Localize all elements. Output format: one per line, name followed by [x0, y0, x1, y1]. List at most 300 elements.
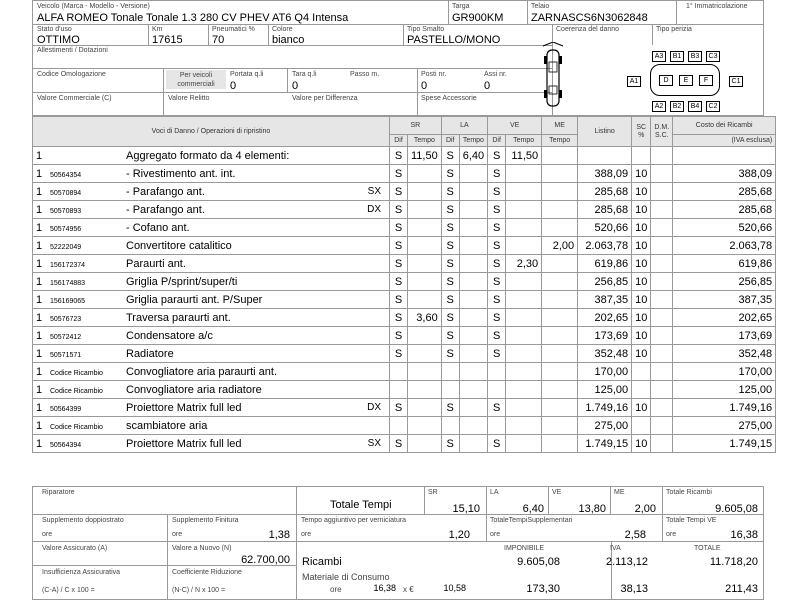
row-qty: 1 [36, 347, 43, 360]
row-dm [651, 309, 673, 327]
table-row [33, 147, 776, 165]
row-code: 50576723 [50, 315, 82, 323]
row-me-tempo [542, 201, 578, 219]
row-code: 50571571 [50, 351, 82, 359]
ve-total: 13,80 [578, 503, 606, 515]
row-qty: 1 [36, 221, 43, 234]
row-la-tempo [459, 399, 487, 417]
listino-header: Listino [578, 117, 632, 147]
row-sr-dif: S [390, 201, 408, 219]
row-costo: 256,85 [673, 273, 776, 291]
formula-ca: (C-A) / C x 100 = [42, 587, 95, 594]
row-la-dif: S [441, 255, 459, 273]
car-topview-icon [541, 42, 565, 114]
zone-a3[interactable]: A3 [652, 51, 666, 62]
row-la-dif: S [441, 273, 459, 291]
table-row [33, 291, 776, 309]
me-total: 2,00 [634, 503, 656, 515]
stato-label: Stato d'uso [37, 26, 72, 33]
row-sc: 10 [632, 435, 651, 453]
row-la-dif: S [441, 345, 459, 363]
la-tempo-header: Tempo [459, 135, 487, 147]
row-side: SX [367, 186, 381, 197]
colore-value: bianco [272, 34, 305, 46]
row-listino: 387,35 [578, 291, 632, 309]
row-costo: 173,69 [673, 327, 776, 345]
row-costo: 285,68 [673, 201, 776, 219]
row-sc: 10 [632, 273, 651, 291]
row-ve-dif [488, 363, 506, 381]
row-ve-dif [488, 417, 506, 435]
row-sr-dif: S [390, 183, 408, 201]
ve-dif-header: Dif [488, 135, 506, 147]
row-sc: 10 [632, 327, 651, 345]
row-listino: 256,85 [578, 273, 632, 291]
row-me-tempo [542, 417, 578, 435]
row-sc [632, 417, 651, 435]
row-me-tempo [542, 363, 578, 381]
row-sr-dif: S [390, 255, 408, 273]
zone-c1[interactable]: C1 [729, 76, 743, 87]
row-listino: 170,00 [578, 363, 632, 381]
row-description-cell [33, 291, 390, 309]
row-qty: 1 [36, 167, 43, 180]
row-la-dif [441, 363, 459, 381]
row-sr-tempo [408, 435, 442, 453]
pneumatici-label: Pneumatici % [212, 26, 255, 33]
row-dm [651, 399, 673, 417]
row-dm [651, 237, 673, 255]
supp-finitura-value: 1,38 [268, 529, 290, 541]
row-ve-tempo [506, 417, 542, 435]
row-listino: 202,65 [578, 309, 632, 327]
km-label: Km [152, 26, 163, 33]
ricambi-totale: 11.718,20 [709, 556, 758, 568]
row-sr-tempo [408, 165, 442, 183]
colore-label: Colore [272, 26, 293, 33]
row-sr-dif: S [390, 237, 408, 255]
row-costo: 388,09 [673, 165, 776, 183]
row-sr-tempo [408, 363, 442, 381]
zone-b2[interactable]: B2 [670, 101, 684, 112]
zone-c3[interactable]: C3 [706, 51, 720, 62]
row-la-tempo [459, 183, 487, 201]
row-dm [651, 417, 673, 435]
row-dm [651, 273, 673, 291]
row-ve-dif: S [488, 183, 506, 201]
row-listino: 275,00 [578, 417, 632, 435]
row-code: 156174883 [50, 279, 86, 287]
materiale-ore-label: ore [330, 585, 342, 594]
tara-value: 0 [292, 80, 299, 92]
table-row [33, 237, 776, 255]
row-sr-tempo [408, 399, 442, 417]
row-code: 50572412 [50, 333, 82, 341]
row-listino: 619,86 [578, 255, 632, 273]
row-costo: 1.749,16 [673, 399, 776, 417]
row-desc: - Parafango ant. [126, 203, 205, 216]
row-description-cell [33, 435, 390, 453]
portata-label: Portata q.li [230, 71, 264, 78]
row-la-dif [441, 417, 459, 435]
allestimenti-label: Allestimenti / Dotazioni [37, 47, 108, 54]
row-desc: Condensatore a/c [126, 329, 213, 342]
row-qty: 1 [36, 239, 43, 252]
formula-nc: (N-C) / N x 100 = [172, 587, 226, 594]
row-ve-tempo [506, 309, 542, 327]
tot-tempi-ve-label: Totale Tempi VE [666, 517, 717, 524]
row-costo: 275,00 [673, 417, 776, 435]
row-qty: 1 [36, 293, 43, 306]
row-ve-tempo: 2,30 [506, 255, 542, 273]
tempo-aggiuntivo-value: 1,20 [448, 529, 470, 541]
row-code: Codice Ricambio [50, 423, 103, 431]
row-code: 50564394 [50, 441, 82, 449]
row-la-dif [441, 381, 459, 399]
row-dm [651, 363, 673, 381]
row-qty: 1 [36, 383, 43, 396]
row-ve-dif: S [488, 291, 506, 309]
row-la-dif: S [441, 201, 459, 219]
row-la-dif: S [441, 165, 459, 183]
valore-relitto-label: Valore Relitto [168, 95, 210, 102]
table-row [33, 183, 776, 201]
table-row [33, 219, 776, 237]
totale-label: TOTALE [694, 545, 721, 552]
row-desc: Convogliatore aria paraurti ant. [126, 365, 278, 378]
row-sr-tempo [408, 345, 442, 363]
sr-total: 15,10 [452, 503, 480, 515]
row-me-tempo [542, 255, 578, 273]
row-sr-tempo [408, 219, 442, 237]
row-dm [651, 291, 673, 309]
row-la-tempo [459, 165, 487, 183]
row-listino: 2.063,78 [578, 237, 632, 255]
telaio-label: Telaio [531, 3, 550, 10]
row-la-tempo [459, 201, 487, 219]
row-ve-dif: S [488, 201, 506, 219]
row-description-cell [33, 183, 390, 201]
zone-a1[interactable]: A1 [627, 76, 641, 87]
row-la-tempo [459, 309, 487, 327]
row-desc: Griglia P/sprint/super/ti [126, 275, 238, 288]
row-sc: 10 [632, 201, 651, 219]
row-desc: - Rivestimento ant. int. [126, 167, 236, 180]
row-ve-dif: S [488, 345, 506, 363]
row-side: DX [367, 204, 381, 215]
row-desc: Radiatore [126, 347, 174, 360]
row-me-tempo [542, 165, 578, 183]
la-total: 6,40 [522, 503, 544, 515]
zone-b1[interactable]: B1 [670, 51, 684, 62]
row-costo: 619,86 [673, 255, 776, 273]
materiale-ore: 16,38 [373, 583, 396, 593]
row-sr-dif: S [390, 219, 408, 237]
row-code: Codice Ricambio [50, 369, 103, 377]
row-dm [651, 147, 673, 165]
row-sr-dif: S [390, 399, 408, 417]
row-ve-dif: S [488, 219, 506, 237]
posti-label: Posti nr. [421, 71, 447, 78]
voci-header: Voci di Danno / Operazioni di ripristino [33, 117, 390, 147]
veicolo-label: Veicolo (Marca - Modello - Versione) [37, 3, 150, 10]
me-total-label: ME [614, 489, 625, 496]
row-sr-dif: S [390, 165, 408, 183]
row-description-cell [33, 399, 390, 417]
telaio-value: ZARNASCS6N3062848 [531, 12, 648, 24]
row-code: 156172374 [50, 261, 86, 269]
sc-header: SC % [632, 117, 651, 147]
tempo-aggiuntivo-ore: ore [301, 531, 312, 538]
row-la-tempo [459, 345, 487, 363]
row-me-tempo [542, 147, 578, 165]
row-desc: Traversa paraurti ant. [126, 311, 231, 324]
zone-b4[interactable]: B4 [688, 101, 702, 112]
valore-commerciale-label: Valore Commerciale (C) [37, 95, 112, 102]
row-sc: 10 [632, 237, 651, 255]
sr-header: SR [390, 117, 442, 135]
table-row [33, 399, 776, 417]
ricambi-label: Ricambi [302, 556, 342, 568]
row-ve-tempo [506, 273, 542, 291]
row-qty: 1 [36, 365, 43, 378]
row-description-cell [33, 363, 390, 381]
row-la-tempo [459, 219, 487, 237]
row-side: DX [367, 402, 381, 413]
row-la-dif: S [441, 237, 459, 255]
pneumatici-value: 70 [212, 34, 225, 46]
row-ve-tempo [506, 399, 542, 417]
posti-value: 0 [421, 80, 428, 92]
row-dm [651, 255, 673, 273]
materiale-label: Materiale di Consumo [302, 572, 390, 582]
totale-tempi-label: Totale Tempi [330, 499, 392, 511]
row-ve-tempo [506, 327, 542, 345]
row-la-dif: S [441, 291, 459, 309]
ve-total-label: VE [552, 489, 562, 496]
row-desc: - Cofano ant. [126, 221, 190, 234]
row-listino: 388,09 [578, 165, 632, 183]
portata-value: 0 [230, 80, 237, 92]
row-ve-tempo [506, 363, 542, 381]
row-listino: 520,66 [578, 219, 632, 237]
supp-doppiostrato-ore: ore [42, 531, 53, 538]
row-code: 50574956 [50, 225, 82, 233]
row-ve-tempo [506, 237, 542, 255]
row-code: 156169065 [50, 297, 86, 305]
table-row [33, 255, 776, 273]
supp-finitura-ore: ore [172, 531, 183, 538]
sr-dif-header: Dif [390, 135, 408, 147]
ricambi-imponibile: 9.605,08 [517, 556, 560, 568]
row-sr-dif: S [390, 345, 408, 363]
km-value: 17615 [152, 34, 183, 46]
row-qty: 1 [36, 437, 43, 450]
row-me-tempo [542, 183, 578, 201]
row-description-cell [33, 255, 390, 273]
per-veicoli-label: Per veicoli commerciali [177, 72, 215, 88]
row-costo: 520,66 [673, 219, 776, 237]
row-description-cell [33, 381, 390, 399]
row-costo: 285,68 [673, 183, 776, 201]
row-la-dif: S [441, 327, 459, 345]
row-side: SX [367, 438, 381, 449]
row-ve-dif [488, 381, 506, 399]
row-la-dif: S [441, 309, 459, 327]
row-sc: 10 [632, 399, 651, 417]
codice-omologazione-label: Codice Omologazione [37, 71, 106, 78]
tot-tempi-supp-label: TotaleTempiSupplementari [490, 517, 573, 524]
row-sr-tempo: 3,60 [408, 309, 442, 327]
assi-label: Assi nr. [484, 71, 507, 78]
coerenza-label: Coerenza del danno [556, 26, 620, 33]
row-sr-dif: S [390, 147, 408, 165]
row-la-dif: S [441, 183, 459, 201]
tipo-smalto-label: Tipo Smalto [407, 26, 445, 33]
me-tempo-header: Tempo [542, 135, 578, 147]
row-qty: 1 [36, 257, 43, 270]
row-sc [632, 363, 651, 381]
row-la-dif: S [441, 399, 459, 417]
row-costo [673, 147, 776, 165]
sr-total-label: SR [428, 489, 438, 496]
immatricolazione-label: 1° Immatricolazione [686, 3, 748, 10]
passo-label: Passo m. [350, 71, 380, 78]
zone-b3[interactable]: B3 [688, 51, 702, 62]
zone-e[interactable]: E [679, 75, 693, 86]
row-qty: 1 [36, 275, 43, 288]
row-sr-dif: S [390, 435, 408, 453]
row-costo: 2.063,78 [673, 237, 776, 255]
row-sc [632, 147, 651, 165]
row-listino: 285,68 [578, 201, 632, 219]
row-description-cell [33, 219, 390, 237]
supp-finitura-label: Supplemento Finitura [172, 517, 239, 524]
table-row [33, 363, 776, 381]
costo-sub-header: (IVA esclusa) [673, 135, 776, 147]
row-la-tempo [459, 273, 487, 291]
row-ve-tempo [506, 435, 542, 453]
row-la-tempo [459, 237, 487, 255]
totale-ricambi-label: Totale Ricambi [666, 489, 712, 496]
valore-differenza-label: Valore per Differenza [292, 95, 358, 102]
zone-a2[interactable]: A2 [652, 101, 666, 112]
row-sr-tempo [408, 255, 442, 273]
row-desc: Proiettore Matrix full led [126, 437, 242, 450]
row-ve-tempo [506, 165, 542, 183]
tot-tempi-supp-value: 2,58 [624, 529, 646, 541]
materiale-iva: 38,13 [620, 583, 648, 595]
zone-f[interactable]: F [699, 75, 713, 86]
la-total-label: LA [490, 489, 499, 496]
row-code: 50570894 [50, 189, 82, 197]
row-costo: 170,00 [673, 363, 776, 381]
row-description-cell [33, 237, 390, 255]
row-sr-tempo [408, 327, 442, 345]
row-costo: 387,35 [673, 291, 776, 309]
tot-tempi-supp-ore: ore [490, 531, 501, 538]
row-qty: 1 [36, 185, 43, 198]
row-me-tempo [542, 309, 578, 327]
row-dm [651, 345, 673, 363]
row-description-cell [33, 345, 390, 363]
assi-value: 0 [484, 80, 491, 92]
row-listino: 125,00 [578, 381, 632, 399]
row-dm [651, 201, 673, 219]
zone-c2[interactable]: C2 [706, 101, 720, 112]
row-me-tempo [542, 435, 578, 453]
row-sr-dif [390, 417, 408, 435]
spese-accessorie-label: Spese Accessorie [421, 95, 477, 102]
table-row [33, 435, 776, 453]
row-ve-dif: S [488, 435, 506, 453]
row-costo: 1.749,15 [673, 435, 776, 453]
row-qty: 1 [36, 419, 43, 432]
coeff-riduzione-label: Coefficiente Riduzione [172, 569, 242, 576]
damage-table [32, 116, 776, 453]
row-sr-dif: S [390, 327, 408, 345]
row-desc: Griglia paraurti ant. P/Super [126, 293, 263, 306]
row-sr-dif [390, 363, 408, 381]
table-row [33, 273, 776, 291]
insufficienza-label: Insufficienza Assicurativa [42, 569, 121, 576]
row-dm [651, 327, 673, 345]
row-code: 50564399 [50, 405, 82, 413]
row-sc: 10 [632, 219, 651, 237]
ve-tempo-header: Tempo [506, 135, 542, 147]
row-sc: 10 [632, 183, 651, 201]
row-qty: 1 [36, 203, 43, 216]
row-description-cell [33, 147, 390, 165]
row-me-tempo [542, 219, 578, 237]
dm-header: D.M. S.C. [651, 117, 673, 147]
valore-nuovo-label: Valore a Nuovo (N) [172, 545, 232, 552]
row-desc: - Parafango ant. [126, 185, 205, 198]
riparatore-label: Riparatore [42, 489, 75, 496]
row-dm [651, 435, 673, 453]
sr-tempo-header: Tempo [408, 135, 442, 147]
row-code: 52222049 [50, 243, 82, 251]
row-la-tempo [459, 381, 487, 399]
row-listino: 285,68 [578, 183, 632, 201]
row-sr-dif: S [390, 291, 408, 309]
row-qty: 1 [36, 401, 43, 414]
row-sc: 10 [632, 309, 651, 327]
row-sr-tempo [408, 381, 442, 399]
row-listino: 1.749,15 [578, 435, 632, 453]
row-ve-tempo [506, 201, 542, 219]
row-me-tempo [542, 327, 578, 345]
row-la-tempo [459, 291, 487, 309]
row-sr-tempo [408, 201, 442, 219]
row-listino [578, 147, 632, 165]
stato-value: OTTIMO [37, 34, 80, 46]
row-me-tempo [542, 399, 578, 417]
row-listino: 1.749,16 [578, 399, 632, 417]
valore-assicurato-label: Valore Assicurato (A) [42, 545, 108, 552]
row-sc: 10 [632, 291, 651, 309]
la-dif-header: Dif [441, 135, 459, 147]
row-sr-dif: S [390, 273, 408, 291]
row-sc: 10 [632, 255, 651, 273]
zone-d[interactable]: D [659, 75, 673, 86]
row-description-cell [33, 165, 390, 183]
ricambi-iva: 2.113,12 [605, 556, 648, 568]
table-row [33, 381, 776, 399]
row-ve-dif: S [488, 237, 506, 255]
row-desc: Paraurti ant. [126, 257, 186, 270]
targa-label: Targa [452, 3, 470, 10]
